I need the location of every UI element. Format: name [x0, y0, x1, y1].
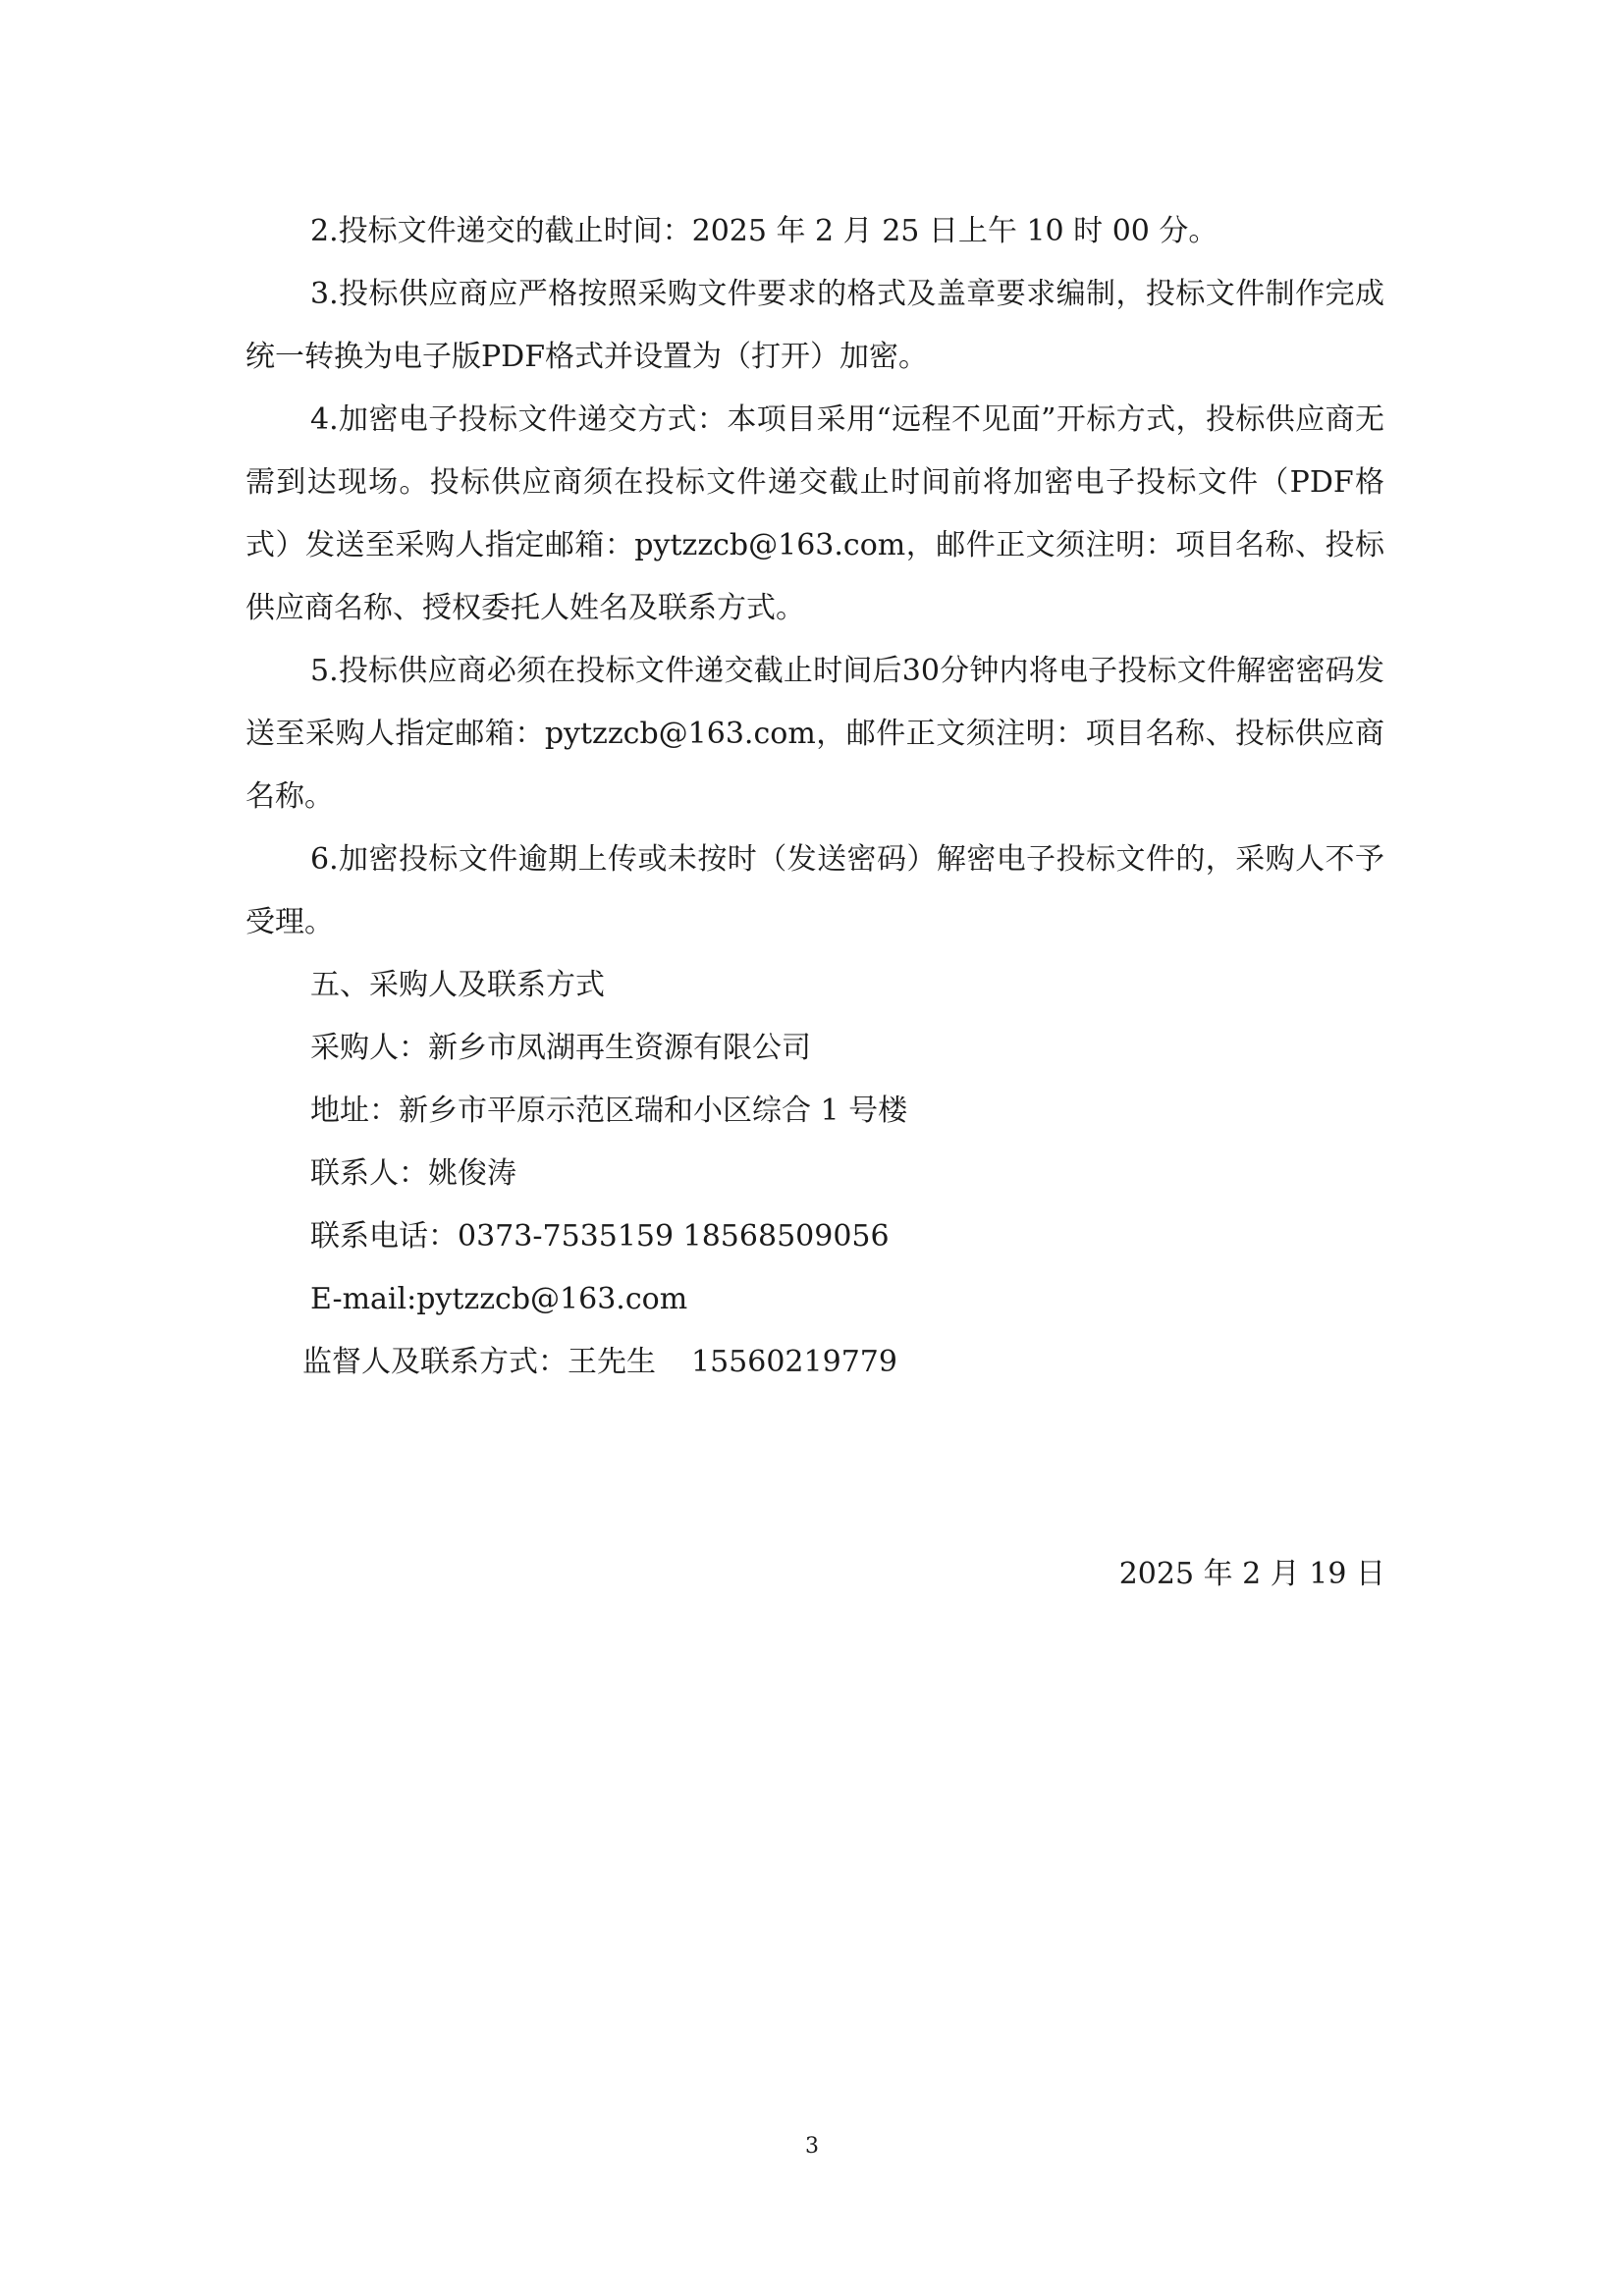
contact-supervisor	[245, 1331, 1384, 1394]
paragraph-deadline: 2.投标文件递交的截止时间：2025 年 2 月 25 日上午 10 时 00 分。	[310, 214, 1218, 248]
contact-address: 地址：新乡市平原示范区瑞和小区综合 1 号楼	[310, 1094, 908, 1128]
paragraph-submission-method: 4.加密电子投标文件递交方式：本项目采用“远程不见面”开标方式，投标供应商无需到达现场。投标供应商须在投标文件递交截止时间前将加密电子投标文件（PDF格式）发送至采购人指定邮箱：pytzzcb@163.com，邮件正文须注明：项目名称、投标供应商名称、授权委托人姓名及联系方式。	[245, 402, 1384, 625]
supervisor-phone: 15560219779	[691, 1345, 897, 1379]
contact-phone: 联系电话：0373-7535159 18568509056	[310, 1219, 890, 1254]
document-body	[245, 200, 1384, 1394]
contact-email: E-mail:pytzzcb@163.com	[310, 1282, 688, 1316]
page-number: 3	[805, 2134, 819, 2159]
paragraph-decryption-password: 5.投标供应商必须在投标文件递交截止时间后30分钟内将电子投标文件解密密码发送至采购人指定邮箱：pytzzcb@163.com，邮件正文须注明：项目名称、投标供应商名称。	[245, 654, 1384, 814]
supervisor-label: 监督人及联系方式：王先生	[302, 1345, 656, 1379]
document-date: 2025 年 2 月 19 日	[1118, 1557, 1385, 1591]
paragraph-late-submission: 6.加密投标文件逾期上传或未按时（发送密码）解密电子投标文件的，采购人不予受理。	[245, 842, 1384, 939]
contact-heading: 五、采购人及联系方式	[310, 968, 605, 1002]
contact-purchaser: 采购人：新乡市凤湖再生资源有限公司	[310, 1031, 811, 1065]
contact-person: 联系人：姚俊涛	[310, 1156, 516, 1191]
paragraph-format-requirements: 3.投标供应商应严格按照采购文件要求的格式及盖章要求编制，投标文件制作完成统一转换为电子版PDF格式并设置为（打开）加密。	[245, 277, 1384, 374]
